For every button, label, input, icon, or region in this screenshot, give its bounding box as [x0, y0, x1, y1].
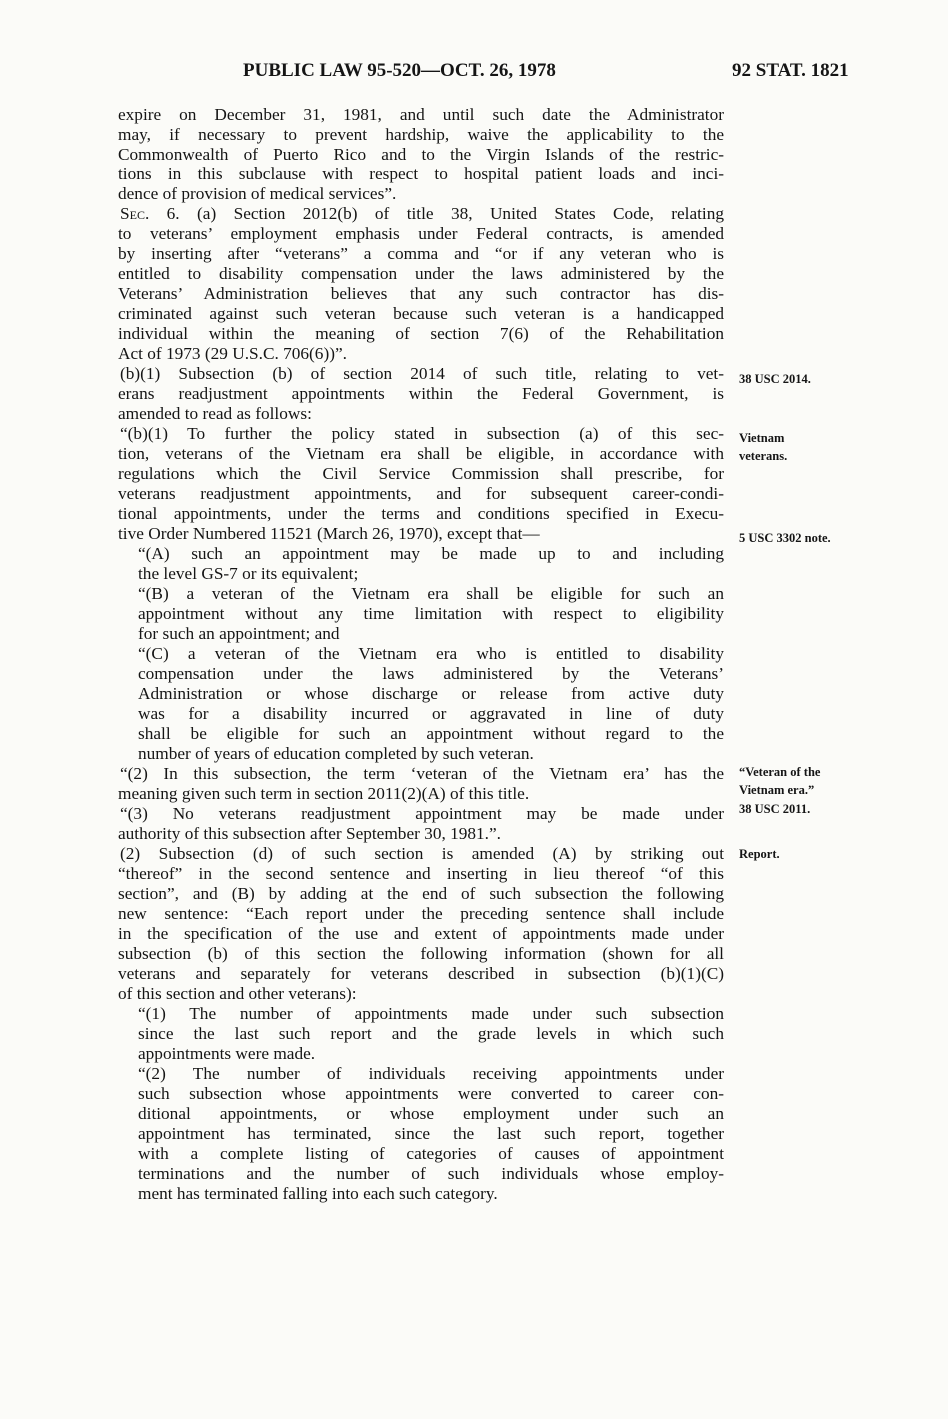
line-text: “(A) such an appointment may be made up to and including [138, 544, 724, 563]
text-line [120, 804, 724, 824]
line-text: entitled to disability compensation under the laws administered by the [118, 264, 724, 283]
line-text: in the specification of the use and extent of appointments made under [118, 924, 724, 943]
text-line [118, 464, 724, 484]
text-line [138, 584, 724, 604]
line-text: ment has terminated falling into each such category. [138, 1184, 498, 1203]
line-text: individual within the meaning of section 7(6) of the Rehabilitation [118, 324, 724, 343]
text-line [118, 984, 724, 1004]
line-text: erans readjustment appointments within the Federal Government, is [118, 384, 724, 403]
line-text: number of years of education completed by such veteran. [138, 744, 534, 763]
line-text: ditional appointments, or whose employment under such an [138, 1104, 724, 1123]
line-text: tions in this subclause with respect to hospital patient loads and inci- [118, 164, 724, 183]
text-line [118, 184, 724, 204]
line-text: “(1) The number of appointments made under such subsection [138, 1004, 724, 1023]
text-line [118, 264, 724, 284]
line-text: subsection (b) of this section the following information (shown for all [118, 944, 724, 963]
line-text: of this section and other veterans): [118, 984, 357, 1003]
text-line [138, 1104, 724, 1124]
line-text: “(B) a veteran of the Vietnam era shall be eligible for such an [138, 584, 724, 603]
text-line [138, 544, 724, 564]
line-text: Act of 1973 (29 U.S.C. 706(6))”. [118, 344, 347, 363]
line-text: “(3) No veterans readjustment appointment may be made under [120, 804, 724, 823]
line-text: Commonwealth of Puerto Rico and to the Virgin Islands of the restric- [118, 145, 724, 164]
text-line [138, 664, 724, 684]
text-line [138, 1024, 724, 1044]
margin-note: veterans. [739, 449, 788, 463]
text-line [138, 624, 724, 644]
line-text: Veterans’ Administration believes that any such contractor has dis- [118, 284, 724, 303]
line-text: amended to read as follows: [118, 404, 312, 423]
line-text: (2) Subsection (d) of such section is amended (A) by striking out [120, 844, 724, 863]
line-text: to veterans’ employment emphasis under Federal contracts, is amended [118, 224, 724, 243]
text-line [118, 164, 724, 184]
text-line [118, 384, 724, 404]
line-text: for such an appointment; and [138, 624, 340, 643]
text-line [138, 1064, 724, 1084]
text-line [138, 1124, 724, 1144]
line-text: criminated against such veteran because such veteran is a handicapped [118, 304, 724, 323]
text-line [118, 964, 724, 984]
text-line [118, 824, 724, 844]
text-line [118, 864, 724, 884]
text-line [118, 244, 724, 264]
text-line [138, 1044, 724, 1064]
text-line [138, 1004, 724, 1024]
text-line [118, 224, 724, 244]
margin-note: 38 USC 2011. [739, 802, 811, 816]
line-text: “(2) The number of individuals receiving appointments under [138, 1064, 724, 1083]
section-number: Sec. 6. [120, 204, 180, 223]
line-text: Administration or whose discharge or release from active duty [138, 684, 724, 703]
line-text: new sentence: “Each report under the preceding sentence shall include [118, 904, 724, 923]
line-text: such subsection whose appointments were converted to career con- [138, 1084, 724, 1103]
text-line [118, 904, 724, 924]
line-text: appointment without any time limitation with respect to eligibility [138, 604, 724, 623]
text-line [118, 304, 724, 324]
line-text: veterans and separately for veterans described in subsection (b)(1)(C) [118, 964, 724, 983]
text-line [138, 564, 724, 584]
line-text: tional appointments, under the terms and conditions specified in Execu- [118, 504, 724, 523]
text-line [118, 884, 724, 904]
text-line [120, 844, 724, 864]
line-text: terminations and the number of such individuals whose employ- [138, 1164, 724, 1183]
line-text: dence of provision of medical services”. [118, 184, 397, 203]
margin-note: Vietnam [739, 431, 785, 445]
line-text: was for a disability incurred or aggravated in line of duty [138, 704, 724, 723]
text-line [138, 604, 724, 624]
text-line [120, 424, 724, 444]
page-header [0, 60, 948, 90]
line-text: “thereof” in the second sentence and inserting in lieu thereof “of this [118, 864, 724, 883]
text-line [118, 105, 724, 125]
line-text: tion, veterans of the Vietnam era shall be eligible, in accordance with [118, 444, 724, 463]
line-text: may, if necessary to prevent hardship, waive the applicability to the [118, 125, 724, 144]
text-line [138, 724, 724, 744]
line-text: “(2) In this subsection, the term ‘veteran of the Vietnam era’ has the [120, 764, 724, 783]
line-text: veterans readjustment appointments, and for subsequent career-condi- [118, 484, 724, 503]
text-line [138, 1184, 724, 1204]
margin-note: “Veteran of the [739, 765, 821, 779]
margin-note: Report. [739, 847, 780, 861]
text-line [118, 344, 724, 364]
line-text: with a complete listing of categories of causes of appointment [138, 1144, 724, 1163]
margin-note: 38 USC 2014. [739, 372, 811, 386]
text-line [138, 1144, 724, 1164]
text-line [118, 924, 724, 944]
text-line [118, 284, 724, 304]
text-line [120, 204, 724, 224]
line-text: compensation under the laws administered by the Veterans’ [138, 664, 724, 683]
text-line [118, 484, 724, 504]
line-text: expire on December 31, 1981, and until such date the Administrator [118, 105, 724, 124]
line-text: regulations which the Civil Service Commission shall prescribe, for [118, 464, 724, 483]
text-line [118, 145, 724, 165]
running-title: PUBLIC LAW 95-520—OCT. 26, 1978 [243, 60, 556, 81]
line-text: appointments were made. [138, 1044, 316, 1063]
text-line [118, 404, 724, 424]
text-line [118, 784, 724, 804]
text-line [138, 1164, 724, 1184]
text-line [138, 684, 724, 704]
line-text: by inserting after “veterans” a comma and “or if any veteran who is [118, 244, 724, 263]
text-line [118, 524, 724, 544]
text-line [118, 444, 724, 464]
line-text: since the last such report and the grade levels in which such [138, 1024, 724, 1043]
text-line [120, 364, 724, 384]
line-text: section”, and (B) by adding at the end of such subsection the following [118, 884, 724, 903]
line-text: (b)(1) Subsection (b) of section 2014 of such title, relating to vet- [120, 364, 724, 383]
line-text: authority of this subsection after September 30, 1981.”. [118, 824, 501, 843]
text-line [138, 744, 724, 764]
line-text: “(C) a veteran of the Vietnam era who is entitled to disability [138, 644, 724, 663]
line-text: the level GS-7 or its equivalent; [138, 564, 359, 583]
text-line [138, 1084, 724, 1104]
text-line [118, 324, 724, 344]
text-line [138, 644, 724, 664]
line-text: “(b)(1) To further the policy stated in subsection (a) of this sec- [120, 424, 724, 443]
line-text: shall be eligible for such an appointment without regard to the [138, 724, 724, 743]
text-line [118, 504, 724, 524]
line-text: (a) Section 2012(b) of title 38, United States Code, relating [179, 204, 725, 223]
text-line [118, 944, 724, 964]
line-text: meaning given such term in section 2011(2)(A) of this title. [118, 784, 530, 803]
statute-page-reference: 92 STAT. 1821 [732, 60, 849, 81]
line-text: appointment has terminated, since the last such report, together [138, 1124, 724, 1143]
margin-note: Vietnam era.” [739, 783, 815, 797]
text-line [120, 764, 724, 784]
text-line [118, 125, 724, 145]
line-text: tive Order Numbered 11521 (March 26, 1970), except that— [118, 524, 540, 543]
text-line [138, 704, 724, 724]
margin-note: 5 USC 3302 note. [739, 531, 831, 545]
